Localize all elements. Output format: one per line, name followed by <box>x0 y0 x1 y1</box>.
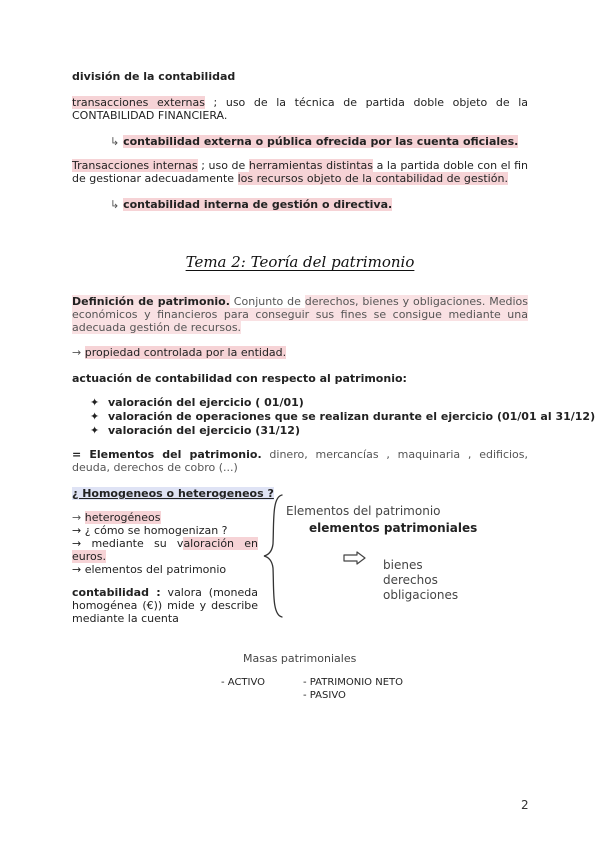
definition-highlight-1: derechos, bienes y obligaciones. <box>304 295 486 308</box>
tools-highlight: herramientas distintas <box>248 159 374 172</box>
property-highlight: propiedad controlada por la entidad. <box>84 346 287 359</box>
diagram-items <box>383 558 458 603</box>
star-bullet-icon: ✦ <box>90 396 100 409</box>
page-title: Tema 2: Teoría del patrimonio <box>185 253 415 271</box>
masas-activo: - ACTIVO <box>221 677 266 688</box>
external-transactions-paragraph <box>72 96 528 122</box>
list-item: bienes <box>383 558 423 572</box>
internal-accounting-text: contabilidad interna de gestión o directiva. <box>123 198 393 211</box>
internal-text-1: ; uso de <box>197 159 249 172</box>
definition-label: Definición de patrimonio. <box>72 295 230 308</box>
arrow-icon: → <box>72 346 85 359</box>
external-accounting-result <box>110 135 518 148</box>
internal-accounting-result <box>110 198 392 211</box>
homog-list <box>72 511 258 576</box>
external-transactions-highlight: transacciones externas <box>72 96 205 109</box>
sub-arrow-icon: ↳ <box>110 135 120 148</box>
division-heading: división de la contabilidad <box>72 70 236 83</box>
homog-line-1: → heterogéneos <box>72 511 161 524</box>
actuacion-heading: actuación de contabilidad con respecto al patrimonio: <box>72 372 407 385</box>
diagram-subtitle: elementos patrimoniales <box>309 521 478 535</box>
masas-pasivo: - PASIVO <box>303 690 346 701</box>
definition-highlight-2: Medios económicos y financieros para conseguir sus fines se consigue mediante una adecuada gestión de recursos. <box>72 295 528 334</box>
external-transactions-text: ; uso de la técnica de partida doble objeto de la CONTABILIDAD FINANCIERA. <box>72 96 528 122</box>
definition-text: Conjunto de <box>229 295 305 308</box>
contabilidad-paragraph <box>72 586 258 625</box>
resources-highlight: los recursos objeto de la contabilidad de gestión. <box>237 172 508 185</box>
definition-paragraph <box>72 295 528 334</box>
masas-title: Masas patrimoniales <box>243 652 357 665</box>
star-bullet-icon: ✦ <box>90 410 100 423</box>
internal-text-2: a la partida doble con el fin de gestionar adecuadamente <box>72 159 529 185</box>
contabilidad-label: contabilidad : <box>72 586 161 599</box>
bullet-list <box>90 396 595 438</box>
homog-line-3: → mediante su valoración en euros. <box>72 537 258 563</box>
star-bullet-icon: ✦ <box>90 424 100 437</box>
sub-arrow-icon: ↳ <box>110 198 120 211</box>
page-number: 2 <box>521 798 529 812</box>
list-item: derechos <box>383 573 438 587</box>
curly-brace-icon <box>260 492 286 620</box>
list-item: ✦ valoración del ejercicio ( 01/01) <box>90 396 304 409</box>
elements-label: = Elementos del patrimonio. <box>72 448 262 461</box>
list-item: ✦ valoración del ejercicio (31/12) <box>90 424 300 437</box>
internal-transactions-highlight: Transacciones internas <box>72 159 198 172</box>
diagram-title: Elementos del patrimonio <box>286 504 441 518</box>
list-item: ✦ valoración de operaciones que se realizan durante el ejercicio (01/01 al 31/12) <box>90 410 596 423</box>
masas-patrimonio-neto: - PATRIMONIO NETO <box>303 677 404 688</box>
homog-line-2: → ¿ cómo se homogenizan ? <box>72 524 228 537</box>
homog-question <box>72 487 274 500</box>
list-item: obligaciones <box>383 588 459 602</box>
internal-transactions-paragraph <box>72 159 528 185</box>
contabilidad-text: valora (moneda homogénea (€)) mide y describe mediante la cuenta <box>72 586 258 625</box>
homog-line-4: → elementos del patrimonio <box>72 563 227 576</box>
elements-paragraph <box>72 448 528 474</box>
homog-question-text: ¿ Homogeneos o heterogeneos ? <box>72 487 274 500</box>
property-line <box>72 346 286 359</box>
arrow-right-icon <box>343 551 367 565</box>
external-accounting-text: contabilidad externa o pública ofrecida por las cuenta oficiales. <box>123 135 519 148</box>
elements-text: dinero, mercancías , maquinaria , edificios, deuda, derechos de cobro (...) <box>72 448 529 474</box>
